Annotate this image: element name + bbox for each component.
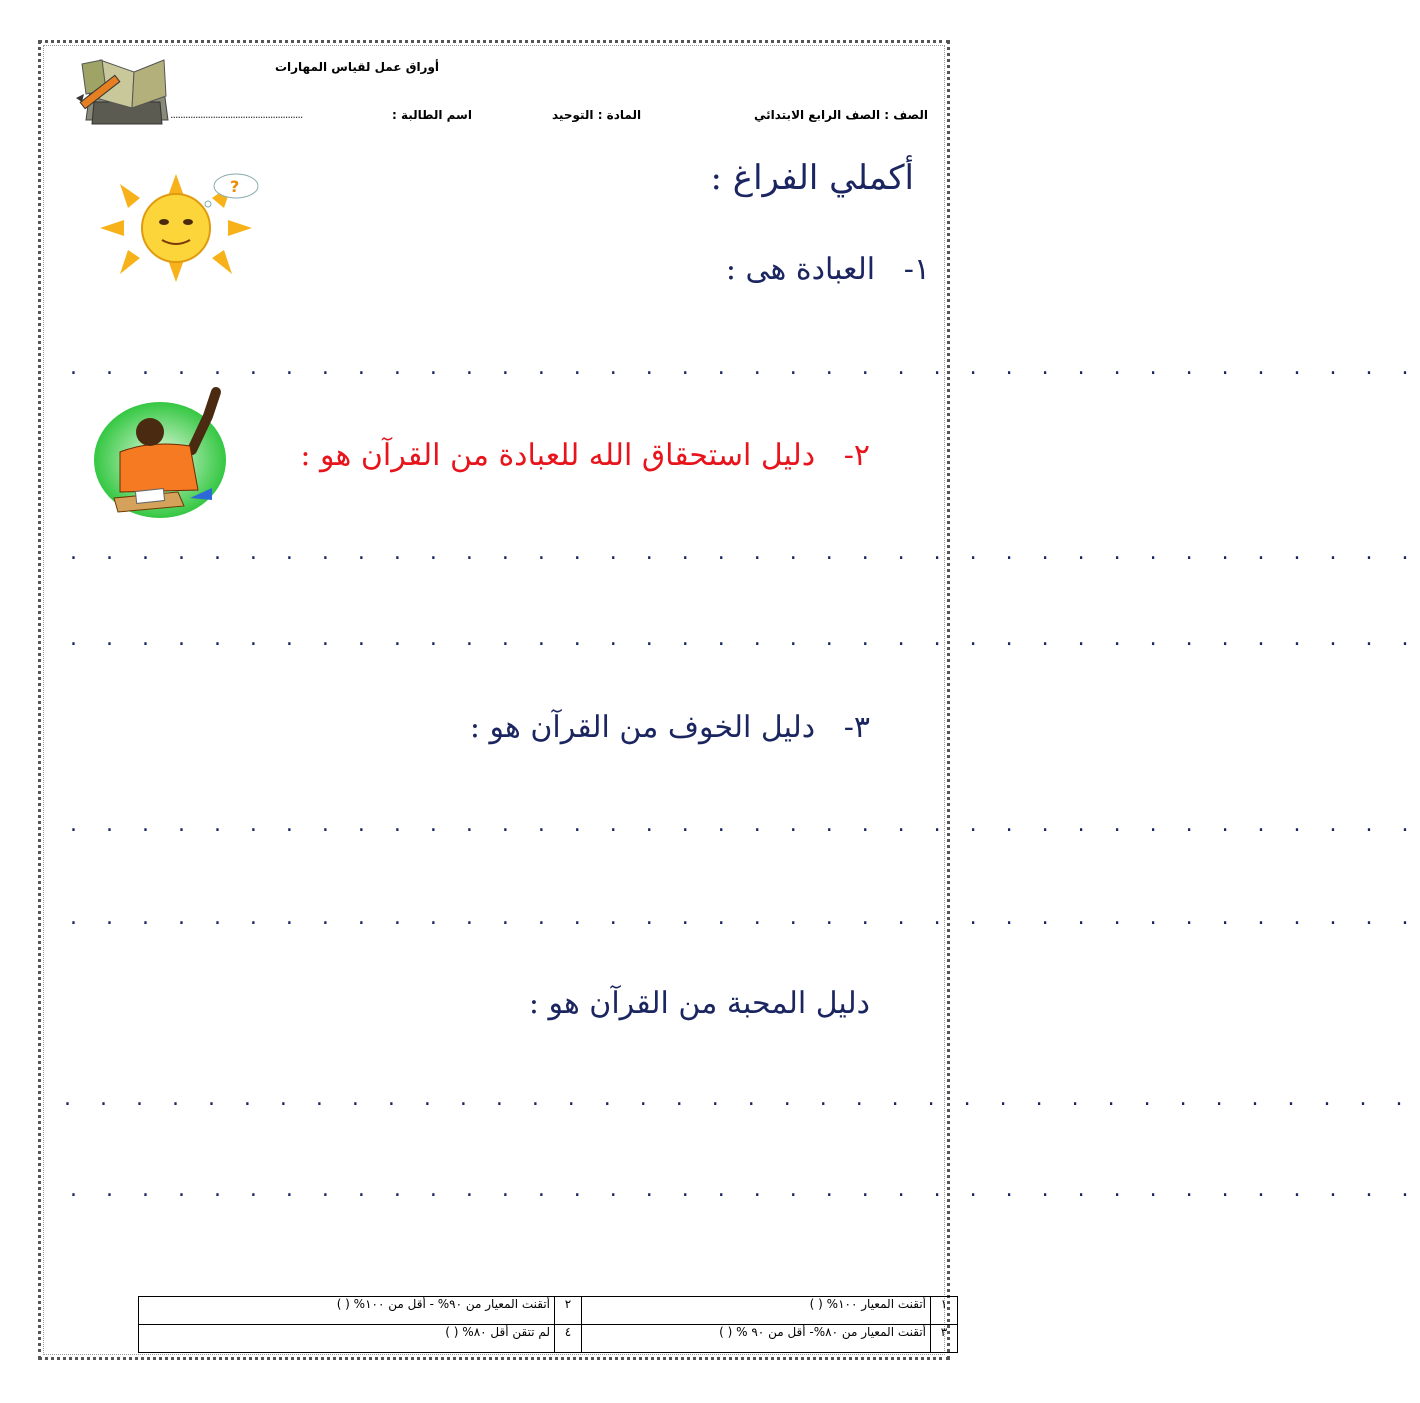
- rubric-criterion[interactable]: أتقنت المعيار ١٠٠% ( ): [582, 1297, 931, 1325]
- question-4: [529, 986, 870, 1021]
- rubric-criterion[interactable]: أتقنت المعيار من ٩٠% - أقل من ١٠٠% ( ): [139, 1297, 555, 1325]
- grade-label: الصف : الصف الرابع الابتدائي: [753, 108, 928, 122]
- answer-line-3[interactable]: . . . . . . . . . . . . . . . . . . . . . . . . . . . . . . . . . . . . . .: [70, 626, 1420, 651]
- answer-line-5[interactable]: . . . . . . . . . . . . . . . . . . . . . . . . . . . . . . . . . . . . . .: [70, 905, 1420, 930]
- svg-text:?: ?: [230, 177, 240, 196]
- question-2: [300, 438, 870, 473]
- student-name-field[interactable]: .....................................................: [170, 108, 303, 121]
- question-2-text: دليل استحقاق الله للعبادة من القرآن هو :: [300, 438, 816, 473]
- student-raising-hand-icon: [80, 380, 228, 520]
- answer-line-6[interactable]: . . . . . . . . . . . . . . . . . . . . . . . . . . . . . . . . . . . . . .: [64, 1086, 1414, 1111]
- question-1-number: ١-: [903, 252, 930, 287]
- rubric-number: ١: [931, 1297, 958, 1325]
- question-1-text: العبادة هى :: [725, 252, 876, 287]
- books-pencil-icon: [72, 50, 172, 132]
- worksheet-title: أوراق عمل لقياس المهارات: [274, 60, 440, 74]
- question-3: [470, 710, 870, 745]
- rubric-number: ٢: [555, 1297, 582, 1325]
- question-4-text: دليل المحبة من القرآن هو :: [528, 986, 870, 1021]
- rubric-criterion[interactable]: لم تتقن أقل ٨٠% ( ): [139, 1325, 555, 1353]
- answer-line-7[interactable]: . . . . . . . . . . . . . . . . . . . . . . . . . . . . . . . . . . . . . .: [70, 1177, 1420, 1202]
- answer-line-2[interactable]: . . . . . . . . . . . . . . . . . . . . . . . . . . . . . . . . . . . . . .: [70, 540, 1420, 565]
- thinking-sun-icon: [96, 170, 258, 285]
- rubric-number: ٤: [555, 1325, 582, 1353]
- instruction-heading: أكملي الفراغ :: [710, 158, 914, 198]
- answer-line-4[interactable]: . . . . . . . . . . . . . . . . . . . . . . . . . . . . . . . . . . . . . .: [70, 812, 1420, 837]
- subject-label: المادة : التوحيد: [552, 108, 642, 122]
- question-3-number: ٣-: [843, 710, 870, 745]
- rubric-row: [139, 1297, 958, 1325]
- question-3-text: دليل الخوف من القرآن هو :: [469, 710, 816, 745]
- rubric-criterion[interactable]: أتقنت المعيار من ٨٠%- أقل من ٩٠ % ( ): [582, 1325, 931, 1353]
- rubric-row: [139, 1325, 958, 1353]
- student-name-label: اسم الطالبة :: [392, 108, 472, 122]
- question-1: [726, 252, 930, 287]
- rubric-number: ٣: [931, 1325, 958, 1353]
- question-2-number: ٢-: [843, 438, 870, 473]
- assessment-rubric-table: [138, 1296, 958, 1353]
- answer-line-1[interactable]: . . . . . . . . . . . . . . . . . . . . . . . . . . . . . . . . . . . . . .: [70, 355, 1420, 380]
